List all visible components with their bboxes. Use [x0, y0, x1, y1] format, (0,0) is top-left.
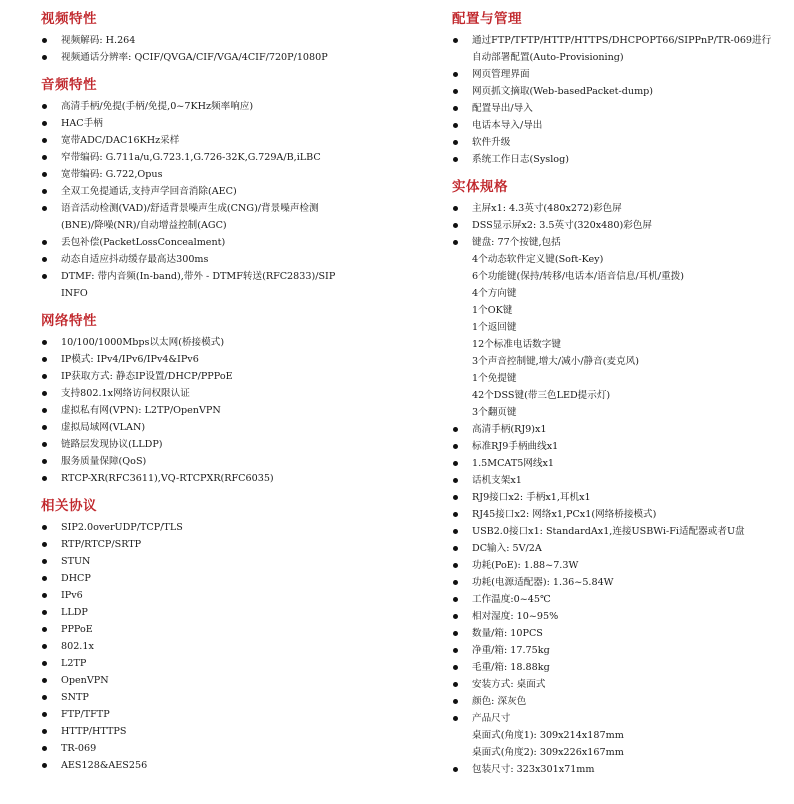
spec-list — [41, 334, 411, 487]
item-text: PPPoE — [61, 624, 93, 635]
item-text: DTMF: 带内音频(In-band),带外 - DTMF转送(RFC2833)/SIP — [61, 271, 336, 282]
spec-section — [452, 178, 782, 778]
left-column — [41, 10, 411, 784]
item-text: 主屏x1: 4.3英寸(480x272)彩色屏 — [472, 203, 622, 214]
item-text: SNTP — [61, 692, 89, 703]
spec-list — [41, 98, 411, 302]
item-text: 安装方式: 桌面式 — [472, 679, 546, 690]
bullet-item — [41, 32, 411, 49]
bullet-item — [452, 200, 782, 217]
bullet-item — [41, 49, 411, 66]
item-text: STUN — [61, 556, 91, 567]
bullet-item — [41, 655, 411, 672]
item-text: 视频解码: H.264 — [61, 35, 136, 46]
item-text: 产品尺寸 — [472, 713, 511, 724]
bullet-item — [41, 689, 411, 706]
bullet-item — [452, 761, 782, 778]
item-text: TR-069 — [61, 743, 97, 754]
item-text: 虚拟私有网(VPN): L2TP/OpenVPN — [61, 405, 221, 416]
item-text: 1个免提键 — [472, 373, 517, 384]
item-text: 桌面式(角度2): 309x226x167mm — [472, 747, 624, 758]
bullet-item — [452, 625, 782, 642]
item-text: 话机支架x1 — [472, 475, 522, 486]
bullet-item — [452, 117, 782, 134]
item-text: 语音活动检测(VAD)/舒适背景噪声生成(CNG)/背景噪声检测 — [61, 203, 319, 214]
sub-item — [452, 744, 782, 761]
item-text: FTP/TFTP — [61, 709, 110, 720]
item-text: 4个动态软件定义键(Soft-Key) — [472, 254, 604, 265]
bullet-item — [41, 621, 411, 638]
item-text: OpenVPN — [61, 675, 109, 686]
item-text: 自动部署配置(Auto-Provisioning) — [472, 52, 624, 63]
bullet-item — [452, 642, 782, 659]
right-column — [452, 10, 782, 788]
bullet-item — [41, 183, 411, 200]
item-text: 链路层发现协议(LLDP) — [61, 439, 163, 450]
spec-section — [452, 10, 782, 168]
item-text: 1.5MCAT5网线x1 — [472, 458, 555, 469]
bullet-item — [41, 553, 411, 570]
bullet-item — [41, 200, 411, 234]
item-text: 服务质量保障(QoS) — [61, 456, 147, 467]
bullet-item — [452, 32, 782, 66]
item-text: DHCP — [61, 573, 91, 584]
item-text: 通过FTP/TFTP/HTTP/HTTPS/DHCPOPT66/SIPPnP/TR-069进行 — [472, 35, 772, 46]
bullet-item — [452, 506, 782, 523]
item-text: 网页抓文摘取(Web-basedPacket-dump) — [472, 86, 654, 97]
bullet-item — [452, 489, 782, 506]
item-text: 42个DSS键(带三色LED提示灯) — [472, 390, 611, 401]
sub-item — [452, 336, 782, 353]
bullet-item — [452, 557, 782, 574]
spec-section — [41, 10, 411, 66]
sub-item — [452, 353, 782, 370]
spec-section — [41, 76, 411, 302]
bullet-item — [41, 740, 411, 757]
bullet-item — [41, 402, 411, 419]
spec-list — [41, 32, 411, 66]
bullet-item — [41, 368, 411, 385]
item-text: 6个功能键(保持/转移/电话本/语音信息/耳机/重拨) — [472, 271, 685, 282]
sub-item — [452, 251, 782, 268]
bullet-item — [41, 419, 411, 436]
section-title: 配置与管理 — [452, 11, 522, 27]
item-text: 键盘: 77个按键,包括 — [472, 237, 561, 248]
bullet-item — [452, 66, 782, 83]
bullet-item — [452, 455, 782, 472]
item-text: 视频通话分辨率: QCIF/QVGA/CIF/VGA/4CIF/720P/1080P — [61, 52, 328, 63]
bullet-item — [41, 166, 411, 183]
bullet-item — [452, 523, 782, 540]
bullet-item — [452, 710, 782, 727]
item-text: IPv6 — [61, 590, 83, 601]
sub-item — [452, 370, 782, 387]
bullet-item — [452, 608, 782, 625]
item-text: USB2.0接口x1: StandardAx1,连接USBWi-Fi适配器或者U盘 — [472, 526, 745, 537]
section-title: 视频特性 — [41, 11, 97, 27]
item-text: 高清手柄(RJ9)x1 — [472, 424, 547, 435]
item-text: DC输入: 5V/2A — [472, 543, 542, 554]
item-text: 支持802.1x网络访问权限认证 — [61, 388, 190, 399]
bullet-item — [452, 693, 782, 710]
bullet-item — [41, 536, 411, 553]
item-text: 包装尺寸: 323x301x71mm — [472, 764, 595, 775]
item-text: L2TP — [61, 658, 87, 669]
item-text: HTTP/HTTPS — [61, 726, 127, 737]
sub-item — [452, 727, 782, 744]
item-text: 网页管理界面 — [472, 69, 530, 80]
bullet-item — [41, 351, 411, 368]
item-text: HAC手柄 — [61, 118, 103, 129]
bullet-item — [41, 638, 411, 655]
sub-item — [452, 302, 782, 319]
item-text: 毛重/箱: 18.88kg — [472, 662, 550, 673]
bullet-item — [452, 134, 782, 151]
item-text: 4个方向键 — [472, 288, 517, 299]
bullet-item — [452, 151, 782, 168]
bullet-item — [41, 470, 411, 487]
bullet-item — [41, 234, 411, 251]
item-text: 10/100/1000Mbps以太网(桥接模式) — [61, 337, 225, 348]
item-text: 功耗(电源适配器): 1.36~5.84W — [472, 577, 614, 588]
item-text: 1个OK键 — [472, 305, 513, 316]
item-text: 宽带编码: G.722,Opus — [61, 169, 163, 180]
item-text: RJ45接口x2: 网络x1,PCx1(网络桥接模式) — [472, 509, 657, 520]
item-text: 3个声音控制键,增大/减小/静音(麦克风) — [472, 356, 640, 367]
bullet-item — [41, 757, 411, 774]
bullet-item — [41, 570, 411, 587]
item-text: 宽带ADC/DAC16KHz采样 — [61, 135, 180, 146]
item-text: SIP2.0overUDP/TCP/TLS — [61, 522, 183, 533]
item-text: INFO — [61, 288, 88, 299]
bullet-item — [41, 115, 411, 132]
section-title: 相关协议 — [41, 498, 97, 514]
bullet-item — [452, 540, 782, 557]
bullet-item — [41, 672, 411, 689]
bullet-item — [452, 100, 782, 117]
item-text: 1个返回键 — [472, 322, 517, 333]
item-text: 颜色: 深灰色 — [472, 696, 527, 707]
item-text: 数量/箱: 10PCS — [472, 628, 543, 639]
bullet-item — [452, 438, 782, 455]
item-text: 标准RJ9手柄曲线x1 — [472, 441, 559, 452]
spec-list — [41, 519, 411, 774]
bullet-item — [41, 723, 411, 740]
bullet-item — [41, 604, 411, 621]
item-text: 净重/箱: 17.75kg — [472, 645, 550, 656]
item-text: 桌面式(角度1): 309x214x187mm — [472, 730, 624, 741]
spec-list — [452, 32, 782, 168]
section-title: 网络特性 — [41, 313, 97, 329]
sub-item — [452, 387, 782, 404]
item-text: 相对湿度: 10~95% — [472, 611, 559, 622]
bullet-item — [452, 472, 782, 489]
bullet-item — [41, 385, 411, 402]
bullet-item — [452, 659, 782, 676]
bullet-item — [41, 587, 411, 604]
item-text: RTCP-XR(RFC3611),VQ-RTCPXR(RFC6035) — [61, 473, 274, 484]
item-text: RTP/RTCP/SRTP — [61, 539, 142, 550]
item-text: 802.1x — [61, 641, 94, 652]
sub-item — [452, 285, 782, 302]
item-text: 工作温度:0~45℃ — [472, 594, 551, 605]
item-text: 12个标准电话数字键 — [472, 339, 561, 350]
item-text: 配置导出/导入 — [472, 103, 533, 114]
bullet-item — [41, 132, 411, 149]
item-text: 丢包补偿(PacketLossConcealment) — [61, 237, 226, 248]
section-title: 实体规格 — [452, 179, 508, 195]
bullet-item — [41, 98, 411, 115]
bullet-item — [41, 268, 411, 302]
bullet-item — [452, 421, 782, 438]
item-text: 功耗(PoE): 1.88~7.3W — [472, 560, 579, 571]
bullet-item — [41, 149, 411, 166]
bullet-item — [452, 217, 782, 234]
item-text: 全双工免提通话,支持声学回音消除(AEC) — [61, 186, 237, 197]
item-text: RJ9接口x2: 手柄x1,耳机x1 — [472, 492, 591, 503]
spec-section — [41, 497, 411, 774]
section-title: 音频特性 — [41, 77, 97, 93]
item-text: (BNE)/降噪(NR)/自动增益控制(AGC) — [61, 220, 227, 231]
sub-item — [452, 404, 782, 421]
bullet-item — [452, 591, 782, 608]
item-text: 窄带编码: G.711a/u,G.723.1,G.726-32K,G.729A/B,iLBC — [61, 152, 321, 163]
item-text: 虚拟局域网(VLAN) — [61, 422, 146, 433]
bullet-item — [452, 574, 782, 591]
sub-item — [452, 319, 782, 336]
bullet-item — [41, 436, 411, 453]
bullet-item — [41, 334, 411, 351]
item-text: IP获取方式: 静态IP设置/DHCP/PPPoE — [61, 371, 233, 382]
item-text: LLDP — [61, 607, 88, 618]
spec-section — [41, 312, 411, 487]
item-text: DSS显示屏x2: 3.5英寸(320x480)彩色屏 — [472, 220, 652, 231]
item-text: AES128&AES256 — [61, 760, 148, 771]
bullet-item — [452, 676, 782, 693]
bullet-item — [41, 519, 411, 536]
bullet-item — [41, 706, 411, 723]
item-text: 高清手柄/免提(手柄/免提,0~7KHz频率响应) — [61, 101, 254, 112]
spec-list — [452, 200, 782, 778]
sub-item — [452, 268, 782, 285]
item-text: 动态自适应抖动缓存最高达300ms — [61, 254, 209, 265]
bullet-item — [41, 251, 411, 268]
item-text: 软件升级 — [472, 137, 511, 148]
item-text: 系统工作日志(Syslog) — [472, 154, 569, 165]
item-text: 3个翻页键 — [472, 407, 517, 418]
bullet-item — [41, 453, 411, 470]
bullet-item — [452, 234, 782, 251]
item-text: 电话本导入/导出 — [472, 120, 543, 131]
bullet-item — [452, 83, 782, 100]
item-text: IP模式: IPv4/IPv6/IPv4&IPv6 — [61, 354, 199, 365]
